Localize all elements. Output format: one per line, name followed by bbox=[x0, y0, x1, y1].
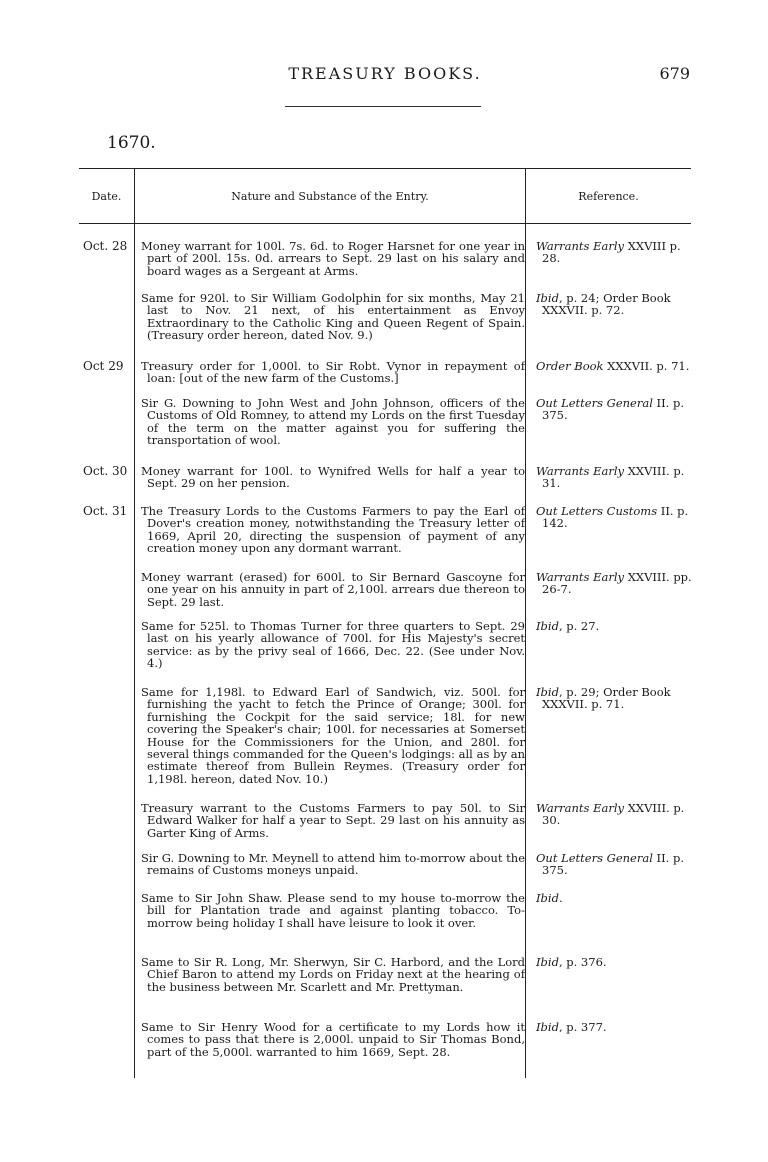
row-reference: Warrants Early XXVIII. p. 31. bbox=[536, 464, 685, 491]
running-head-title: TREASURY BOOKS. bbox=[288, 64, 482, 83]
row-entry: Sir G. Downing to Mr. Meynell to attend him to-morrow about the remains of Customs moneys unpaid. bbox=[141, 851, 525, 878]
row-date: Oct 29 bbox=[83, 359, 124, 373]
reference-column-rule bbox=[525, 168, 526, 1078]
row-entry: Same to Sir R. Long, Mr. Sherwyn, Sir C. Harbord, and the Lord Chief Baron to attend my Lords on Friday next at the hearing of the business between Mr. Scarlett and Mr. Prettyman. bbox=[141, 955, 525, 994]
row-reference: Out Letters General II. p. 375. bbox=[536, 396, 684, 423]
row-reference: Out Letters Customs II. p. 142. bbox=[536, 504, 689, 531]
row-entry: The Treasury Lords to the Customs Farmers to pay the Earl of Dover's creation money, notwithstanding the Treasury letter of 1669, April 20, directing the suspension of payment of any creation money upon any dormant warrant. bbox=[141, 504, 525, 556]
header-rule bbox=[285, 106, 481, 107]
row-entry: Same to Sir Henry Wood for a certificate to my Lords how it comes to pass that there is 2,000l. unpaid to Sir Thomas Bond, part of the 5,000l. warranted to him 1669, Sept. 28. bbox=[141, 1020, 525, 1059]
row-entry: Same for 920l. to Sir William Godolphin for six months, May 21 last to Nov. 21 next, of his entertainment as Envoy Extraordinary to the Catholic King and Queen Regent of Spain. (Treasury order hereon, dated Nov. 9.) bbox=[141, 291, 525, 343]
row-reference: Ibid, p. 24; Order Book XXXVII. p. 72. bbox=[536, 291, 671, 318]
table-header-rule bbox=[79, 223, 691, 224]
row-entry: Same for 525l. to Thomas Turner for three quarters to Sept. 29 last on his yearly allowance of 700l. for His Majesty's secret service: as by the privy seal of 1666, Dec. 22. (See under Nov. 4.) bbox=[141, 619, 525, 671]
row-reference: Ibid. bbox=[536, 891, 563, 905]
header-reference: Reference. bbox=[578, 190, 639, 203]
row-reference: Warrants Early XXVIII p. 28. bbox=[536, 239, 681, 266]
row-reference: Warrants Early XXVIII. pp. 26-7. bbox=[536, 570, 692, 597]
row-reference: Ibid, p. 27. bbox=[536, 619, 600, 633]
row-date: Oct. 30 bbox=[83, 464, 128, 478]
header-nature: Nature and Substance of the Entry. bbox=[231, 190, 429, 203]
row-entry: Treasury warrant to the Customs Farmers to pay 50l. to Sir Edward Walker for half a year to Sept. 29 last on his annuity as Garter King of Arms. bbox=[141, 801, 525, 840]
row-reference: Out Letters General II. p. 375. bbox=[536, 851, 684, 878]
row-reference: Warrants Early XXVIII. p. 30. bbox=[536, 801, 685, 828]
row-entry: Sir G. Downing to John West and John Johnson, officers of the Customs of Old Romney, to attend my Lords on the first Tuesday of the term on the matter against you for suffering the transportation of wool. bbox=[141, 396, 525, 448]
header-date: Date. bbox=[91, 190, 122, 203]
row-entry: Money warrant for 100l. to Wynifred Wells for half a year to Sept. 29 on her pension. bbox=[141, 464, 525, 491]
row-reference: Order Book XXXVII. p. 71. bbox=[536, 359, 690, 373]
row-reference: Ibid, p. 29; Order Book XXXVII. p. 71. bbox=[536, 685, 671, 712]
row-reference: Ibid, p. 376. bbox=[536, 955, 607, 969]
running-head bbox=[0, 64, 768, 88]
year-heading: 1670. bbox=[107, 133, 156, 153]
date-column-rule bbox=[134, 168, 135, 1078]
row-date: Oct. 28 bbox=[83, 239, 128, 253]
row-reference: Ibid, p. 377. bbox=[536, 1020, 607, 1034]
row-entry: Money warrant (erased) for 600l. to Sir Bernard Gascoyne for one year on his annuity in part of 2,100l. arrears due thereon to Sept. 29 last. bbox=[141, 570, 525, 609]
row-entry: Same to Sir John Shaw. Please send to my house to-morrow the bill for Plantation trade and against planting tobacco. To-morrow being holiday I shall have leisure to look it over. bbox=[141, 891, 525, 930]
row-entry: Money warrant for 100l. 7s. 6d. to Roger Harsnet for one year in part of 200l. 15s. 0d. arrears to Sept. 29 last on his salary and board wages as a Sergeant at Arms. bbox=[141, 239, 525, 278]
row-entry: Treasury order for 1,000l. to Sir Robt. Vynor in repayment of loan: [out of the new farm of the Customs.] bbox=[141, 359, 525, 386]
row-date: Oct. 31 bbox=[83, 504, 128, 518]
page-number: 679 bbox=[659, 64, 690, 83]
row-entry: Same for 1,198l. to Edward Earl of Sandwich, viz. 500l. for furnishing the yacht to fetch the Prince of Orange; 300l. for furnishing the Cockpit for the said service; 18l. for new covering the Speaker's chair; 100l. for necessaries at Somerset House for the Commissioners for the Union, and 280l. for several things commanded for the Queen's lodgings: all as by an estimate thereof from Bullein Reymes. (Treasury order for 1,198l. hereon, dated Nov. 10.) bbox=[141, 685, 525, 786]
table-top-rule bbox=[79, 168, 691, 169]
entries-table bbox=[79, 168, 691, 1078]
